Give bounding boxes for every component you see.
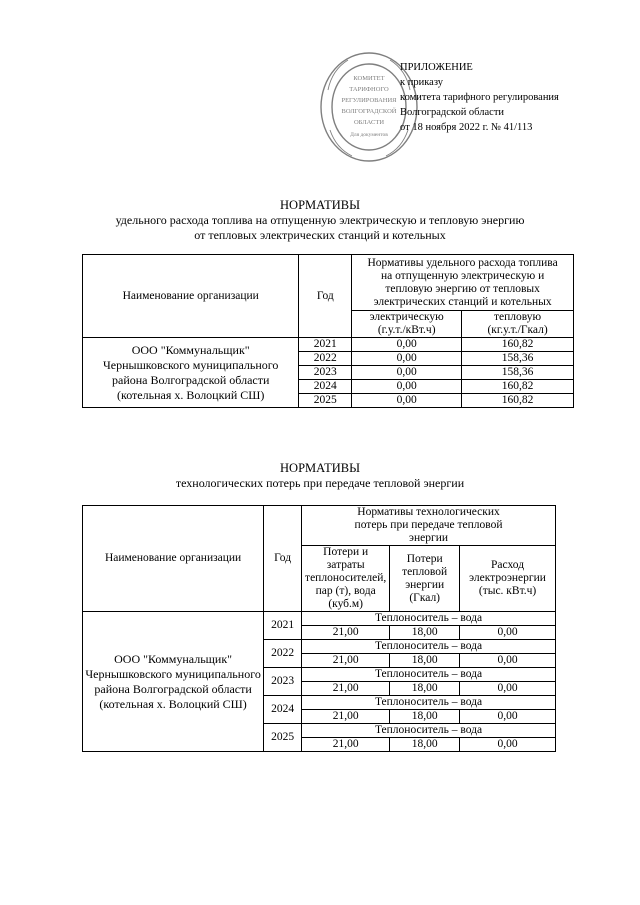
electric-value: 0,00 bbox=[352, 366, 462, 380]
heat-value: 160,82 bbox=[462, 394, 574, 408]
seal-note: Для документов bbox=[350, 132, 388, 138]
carrier-label: Теплоноситель – вода bbox=[302, 640, 556, 654]
carrier-loss-value: 21,00 bbox=[302, 654, 390, 668]
carrier-label: Теплоноситель – вода bbox=[302, 696, 556, 710]
electric-value: 0,00 bbox=[352, 380, 462, 394]
section1-subtitle-1: удельного расхода топлива на отпущенную электрическую и тепловую энергию bbox=[115, 213, 525, 227]
electricity-value: 0,00 bbox=[460, 626, 556, 640]
electricity-value: 0,00 bbox=[460, 710, 556, 724]
section1-heading: НОРМАТИВЫ bbox=[280, 198, 360, 212]
carrier-loss-value: 21,00 bbox=[302, 682, 390, 696]
appendix-block bbox=[400, 60, 559, 135]
header-year: Год bbox=[299, 255, 352, 338]
carrier-label: Теплоноситель – вода bbox=[302, 612, 556, 626]
header-organization: Наименование организации bbox=[83, 506, 264, 612]
header-carrier-loss: Потери и затраты теплоносителей, пар (т), вода (куб.м) bbox=[302, 546, 390, 612]
seal-line-2: ТАРИФНОГО bbox=[349, 86, 389, 93]
year-cell: 2025 bbox=[264, 724, 302, 752]
heat-value: 160,82 bbox=[462, 380, 574, 394]
heat-loss-value: 18,00 bbox=[390, 654, 460, 668]
carrier-label: Теплоноситель – вода bbox=[302, 724, 556, 738]
appendix-committee: комитета тарифного регулирования bbox=[400, 92, 559, 103]
section2-subtitle-1: технологических потерь при передаче тепловой энергии bbox=[175, 476, 465, 490]
heat-value: 158,36 bbox=[462, 352, 574, 366]
header-heat: тепловую (кг.у.т./Гкал) bbox=[462, 311, 574, 338]
electricity-value: 0,00 bbox=[460, 682, 556, 696]
appendix-title: ПРИЛОЖЕНИЕ bbox=[400, 62, 473, 73]
section2-title bbox=[0, 461, 640, 491]
year-cell: 2024 bbox=[299, 380, 352, 394]
carrier-label: Теплоноситель – вода bbox=[302, 668, 556, 682]
year-cell: 2022 bbox=[299, 352, 352, 366]
carrier-loss-value: 21,00 bbox=[302, 626, 390, 640]
fuel-norms-table bbox=[82, 254, 574, 408]
organization-cell: ООО "Коммунальщик" Чернышковского муниципального района Волгоградской области (котельная х. Волоцкий СШ) bbox=[83, 338, 299, 408]
heat-value: 158,36 bbox=[462, 366, 574, 380]
carrier-loss-value: 21,00 bbox=[302, 710, 390, 724]
header-fuel-norms: Нормативы удельного расхода топлива на отпущенную электрическую и тепловую энергию от тепловых электрических станций и котельных bbox=[352, 255, 574, 311]
year-cell: 2023 bbox=[299, 366, 352, 380]
header-loss-norms: Нормативы технологических потерь при передаче тепловой энергии bbox=[302, 506, 556, 546]
year-cell: 2021 bbox=[264, 612, 302, 640]
year-cell: 2025 bbox=[299, 394, 352, 408]
header-electric: электрическую (г.у.т./кВт.ч) bbox=[352, 311, 462, 338]
seal-line-4: ВОЛГОГРАДСКОЙ bbox=[341, 108, 397, 115]
seal-line-1: КОМИТЕТ bbox=[353, 75, 385, 82]
year-cell: 2024 bbox=[264, 696, 302, 724]
carrier-loss-value: 21,00 bbox=[302, 738, 390, 752]
electric-value: 0,00 bbox=[352, 352, 462, 366]
header-organization: Наименование организации bbox=[83, 255, 299, 338]
section1-subtitle-2: от тепловых электрических станций и котельных bbox=[194, 228, 446, 242]
year-cell: 2021 bbox=[299, 338, 352, 352]
electricity-value: 0,00 bbox=[460, 654, 556, 668]
header-year: Год bbox=[264, 506, 302, 612]
heat-loss-norms-table bbox=[82, 505, 556, 752]
heat-loss-value: 18,00 bbox=[390, 626, 460, 640]
organization-cell: ООО "Коммунальщик" Чернышковского муниципального района Волгоградской области (котельная х. Волоцкий СШ) bbox=[83, 612, 264, 752]
heat-loss-value: 18,00 bbox=[390, 682, 460, 696]
heat-loss-value: 18,00 bbox=[390, 738, 460, 752]
appendix-order-ref: к приказу bbox=[400, 77, 443, 88]
electric-value: 0,00 bbox=[352, 394, 462, 408]
heat-value: 160,82 bbox=[462, 338, 574, 352]
section1-title bbox=[0, 198, 640, 243]
heat-loss-value: 18,00 bbox=[390, 710, 460, 724]
section2-heading: НОРМАТИВЫ bbox=[280, 461, 360, 475]
header-electricity-use: Расход электроэнергии (тыс. кВт.ч) bbox=[460, 546, 556, 612]
year-cell: 2022 bbox=[264, 640, 302, 668]
seal-line-5: ОБЛАСТИ bbox=[353, 119, 385, 126]
header-heat-loss: Потери тепловой энергии (Гкал) bbox=[390, 546, 460, 612]
appendix-date: от 18 ноября 2022 г. № 41/113 bbox=[400, 122, 533, 133]
electric-value: 0,00 bbox=[352, 338, 462, 352]
seal-line-3: РЕГУЛИРОВАНИЯ bbox=[341, 97, 397, 104]
appendix-region: Волгоградской области bbox=[400, 107, 505, 118]
electricity-value: 0,00 bbox=[460, 738, 556, 752]
year-cell: 2023 bbox=[264, 668, 302, 696]
